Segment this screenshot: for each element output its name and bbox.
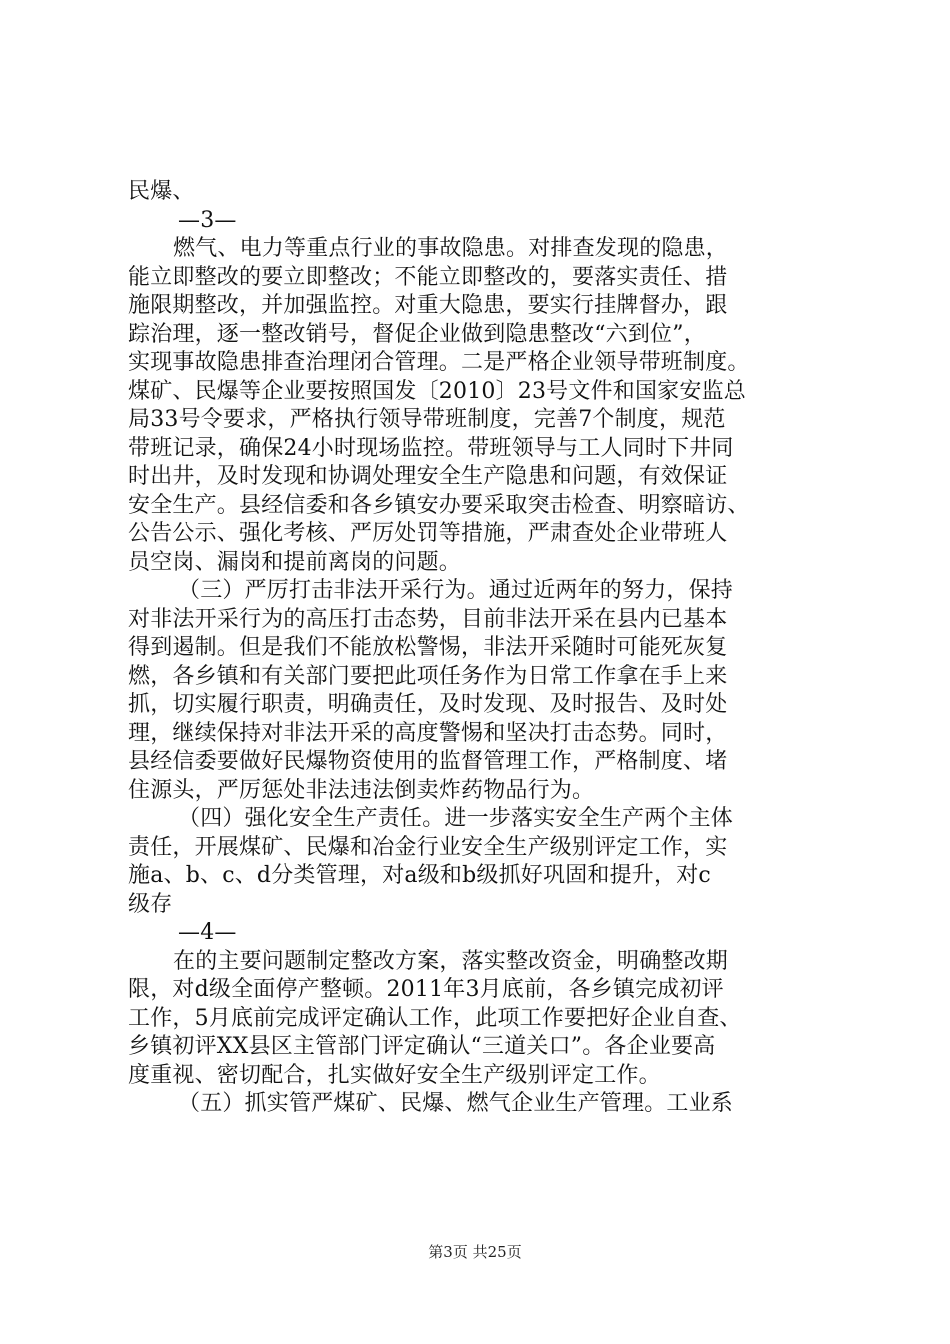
- text-line: 施a、b、c、d分类管理，对a级和b级抓好巩固和提升，对c: [128, 863, 711, 888]
- text-line: 时出井，及时发现和协调处理安全生产隐患和问题，有效保证: [128, 464, 728, 489]
- text-line: 民爆、: [128, 179, 195, 204]
- text-line: 煤矿、民爆等企业要按照国发〔2010〕23号文件和国家安监总: [128, 378, 746, 404]
- text-line: 度重视、密切配合，扎实做好安全生产级别评定工作。: [128, 1062, 661, 1088]
- text-line: 踪治理，逐一整改销号，督促企业做到隐患整改“六到位”，: [128, 321, 706, 347]
- page-number-marker: —3—: [178, 207, 237, 233]
- text-line: 员空岗、漏岗和提前离岗的问题。: [128, 549, 462, 575]
- text-line: 理，继续保持对非法开采的高度警惕和坚决打击态势。同时，: [128, 720, 728, 746]
- page-number-marker: —4—: [178, 920, 237, 945]
- text-line: 燃，各乡镇和有关部门要把此项任务作为日常工作拿在手上来: [128, 663, 728, 689]
- text-line: 局33号令要求，严格执行领导带班制度，完善7个制度，规范: [128, 407, 726, 432]
- text-line: 责任，开展煤矿、民爆和冶金行业安全生产级别评定工作，实: [128, 834, 728, 860]
- text-line: 住源头，严厉惩处非法违法倒卖炸药物品行为。: [128, 777, 595, 803]
- text-line: 限，对d级全面停产整顿。2011年3月底前，各乡镇完成初评: [128, 977, 724, 1002]
- text-line: 能立即整改的要立即整改；不能立即整改的，要落实责任、措: [128, 264, 728, 290]
- text-line: 乡镇初评XX县区主管部门评定确认“三道关口”。各企业要高: [128, 1034, 716, 1059]
- text-line: 对非法开采行为的高压打击态势，目前非法开采在县内已基本: [128, 606, 728, 632]
- text-line: 安全生产。县经信委和各乡镇安办要采取突击检查、明察暗访、: [128, 492, 750, 518]
- text-line: 实现事故隐患排查治理闭合管理。二是严格企业领导带班制度。: [128, 350, 750, 375]
- text-line: 级存: [128, 891, 173, 917]
- text-line: 抓，切实履行职责，明确责任，及时发现、及时报告、及时处: [128, 692, 728, 717]
- text-line: 公告公示、强化考核、严厉处罚等措施，严肃查处企业带班人: [128, 521, 728, 546]
- section-heading-line: （五）抓实管严煤矿、民爆、燃气企业生产管理。工业系: [178, 1091, 734, 1116]
- document-body: [128, 178, 828, 1119]
- section-heading-line: （三）严厉打击非法开采行为。通过近两年的努力，保持: [178, 578, 734, 603]
- page-footer: 第3页 共25页: [428, 1243, 522, 1261]
- section-heading-line: （四）强化安全生产责任。进一步落实安全生产两个主体: [178, 806, 734, 831]
- paragraph-first-line: 在的主要问题制定整改方案，落实整改资金，明确整改期: [173, 948, 729, 974]
- text-line: 得到遏制。但是我们不能放松警惕，非法开采随时可能死灰复: [128, 635, 728, 660]
- text-line: 县经信委要做好民爆物资使用的监督管理工作，严格制度、堵: [128, 749, 728, 774]
- text-line: 带班记录，确保24小时现场监控。带班领导与工人同时下井同: [128, 435, 734, 461]
- paragraph-first-line: 燃气、电力等重点行业的事故隐患。对排查发现的隐患，: [173, 236, 729, 261]
- text-line: 工作，5月底前完成评定确认工作，此项工作要把好企业自查、: [128, 1005, 742, 1031]
- text-line: 施限期整改，并加强监控。对重大隐患，要实行挂牌督办，跟: [128, 293, 728, 318]
